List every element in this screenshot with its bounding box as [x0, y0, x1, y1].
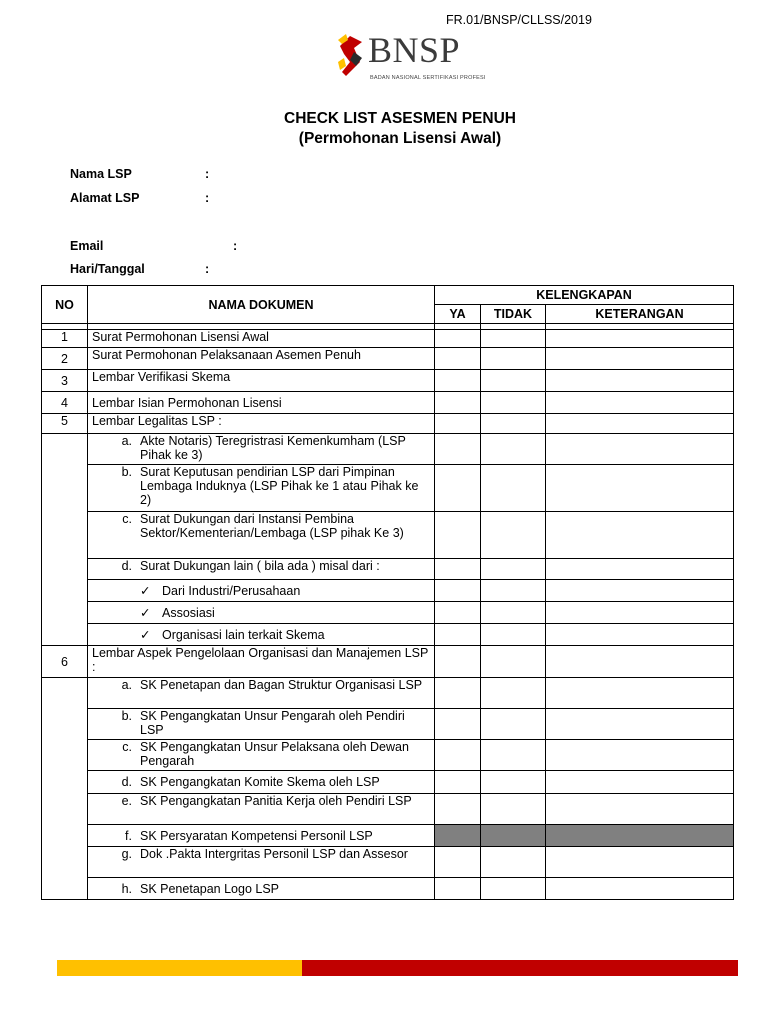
- row-number-empty: [42, 678, 88, 900]
- item-text: Surat Dukungan lain ( bila ada ) misal dari :: [140, 559, 380, 573]
- keterangan-cell[interactable]: [546, 348, 734, 370]
- document-subtitle: (Permohonan Lisensi Awal): [298, 130, 502, 147]
- keterangan-cell[interactable]: [546, 794, 734, 825]
- sub-item: [88, 465, 435, 512]
- colon-email: :: [233, 239, 238, 253]
- ya-cell[interactable]: [435, 646, 481, 678]
- ya-cell[interactable]: [435, 434, 481, 465]
- table-row: [42, 646, 734, 678]
- keterangan-cell[interactable]: [546, 740, 734, 771]
- row-number: 6: [42, 646, 88, 678]
- ya-cell[interactable]: [435, 602, 481, 624]
- ya-cell[interactable]: [435, 624, 481, 646]
- item-text: Assosiasi: [162, 605, 215, 620]
- ya-cell[interactable]: [435, 678, 481, 709]
- logo-text: BNSP: [368, 30, 461, 70]
- tidak-cell[interactable]: [481, 348, 546, 370]
- tidak-cell[interactable]: [481, 465, 546, 512]
- tidak-cell[interactable]: [481, 392, 546, 414]
- sub-item: [88, 740, 435, 771]
- table-row: [42, 512, 734, 559]
- header-no: NO: [42, 286, 88, 324]
- ya-cell[interactable]: [435, 878, 481, 900]
- tidak-cell[interactable]: [481, 709, 546, 740]
- tidak-cell[interactable]: [481, 678, 546, 709]
- ya-cell[interactable]: [435, 794, 481, 825]
- sub-item: [88, 794, 435, 825]
- bnsp-logo: [336, 30, 486, 90]
- table-row: [42, 709, 734, 740]
- header-ya: YA: [435, 305, 481, 324]
- tidak-cell[interactable]: [481, 602, 546, 624]
- sub-item: [88, 847, 435, 878]
- tidak-cell[interactable]: [481, 414, 546, 434]
- sub-item: [88, 825, 435, 847]
- tidak-cell[interactable]: [481, 512, 546, 559]
- ya-cell[interactable]: [435, 771, 481, 794]
- colon-alamat-lsp: :: [205, 191, 210, 205]
- keterangan-cell[interactable]: [546, 878, 734, 900]
- tidak-cell[interactable]: [481, 434, 546, 465]
- ya-cell[interactable]: [435, 348, 481, 370]
- checklist-table: [41, 285, 734, 900]
- document-name: Lembar Legalitas LSP :: [88, 414, 435, 434]
- item-letter: e.: [121, 794, 132, 808]
- table-row: [42, 392, 734, 414]
- sub-item: [88, 559, 435, 580]
- tidak-cell[interactable]: [481, 794, 546, 825]
- sub-item: [88, 709, 435, 740]
- item-letter: c.: [122, 740, 132, 754]
- keterangan-cell[interactable]: [546, 771, 734, 794]
- label-email: Email: [70, 239, 104, 253]
- table-row: [42, 678, 734, 709]
- item-text: SK Pengangkatan Panitia Kerja oleh Pendiri LSP: [140, 794, 412, 808]
- ya-cell-shaded: [435, 825, 481, 847]
- table-row: [42, 580, 734, 602]
- item-text: SK Persyaratan Kompetensi Personil LSP: [140, 828, 373, 843]
- item-text: SK Penetapan Logo LSP: [140, 881, 280, 896]
- keterangan-cell[interactable]: [546, 414, 734, 434]
- label-nama-lsp: Nama LSP: [70, 167, 132, 181]
- keterangan-cell[interactable]: [546, 392, 734, 414]
- item-text: SK Pengangkatan Unsur Pengarah oleh Pendiri LSP: [140, 709, 405, 737]
- ya-cell[interactable]: [435, 512, 481, 559]
- ya-cell[interactable]: [435, 392, 481, 414]
- check-icon: ✓: [140, 627, 151, 642]
- tidak-cell[interactable]: [481, 847, 546, 878]
- ya-cell[interactable]: [435, 740, 481, 771]
- item-letter: b.: [121, 465, 132, 479]
- footer-bar-red: [302, 960, 738, 976]
- item-letter: d.: [121, 559, 132, 573]
- keterangan-cell[interactable]: [546, 678, 734, 709]
- item-text: Organisasi lain terkait Skema: [162, 627, 325, 642]
- sub-item: [88, 434, 435, 465]
- row-number: 4: [42, 392, 88, 414]
- item-letter: f.: [125, 828, 132, 843]
- check-item: [88, 602, 435, 624]
- item-text: Surat Dukungan dari Instansi Pembina Sektor/Kementerian/Lembaga (LSP pihak Ke 3): [140, 512, 404, 540]
- table-row: [42, 465, 734, 512]
- tidak-cell[interactable]: [481, 646, 546, 678]
- sub-item: [88, 512, 435, 559]
- header-keterangan: KETERANGAN: [546, 305, 734, 324]
- item-text: SK Pengangkatan Komite Skema oleh LSP: [140, 775, 380, 789]
- row-number: 2: [42, 348, 88, 370]
- table-row: [42, 771, 734, 794]
- item-text: SK Penetapan dan Bagan Struktur Organisasi LSP: [140, 678, 423, 692]
- tidak-cell[interactable]: [481, 580, 546, 602]
- document-name: Lembar Verifikasi Skema: [88, 370, 435, 392]
- logo-subtitle: BADAN NASIONAL SERTIFIKASI PROFESI: [370, 75, 486, 81]
- keterangan-cell[interactable]: [546, 847, 734, 878]
- keterangan-cell[interactable]: [546, 330, 734, 348]
- table-row: [42, 825, 734, 847]
- table-row: [42, 414, 734, 434]
- header-nama-dokumen: NAMA DOKUMEN: [88, 286, 435, 324]
- table-row: [42, 330, 734, 348]
- check-icon: ✓: [140, 583, 151, 598]
- keterangan-cell[interactable]: [546, 580, 734, 602]
- document-name: Surat Permohonan Pelaksanaan Asemen Penuh: [88, 348, 435, 370]
- item-text: Dari Industri/Perusahaan: [162, 583, 301, 598]
- tidak-cell-shaded: [481, 825, 546, 847]
- table-row: [42, 348, 734, 370]
- keterangan-cell[interactable]: [546, 465, 734, 512]
- check-icon: ✓: [140, 605, 151, 620]
- keterangan-cell[interactable]: [546, 559, 734, 580]
- document-title: CHECK LIST ASESMEN PENUH: [284, 110, 516, 127]
- keterangan-cell[interactable]: [546, 512, 734, 559]
- item-letter: a.: [121, 678, 132, 692]
- keterangan-cell[interactable]: [546, 709, 734, 740]
- check-item: [88, 624, 435, 646]
- table-row: [42, 559, 734, 580]
- ya-cell[interactable]: [435, 847, 481, 878]
- item-letter: c.: [122, 512, 132, 526]
- form-code: FR.01/BNSP/CLLSS/2019: [446, 13, 592, 27]
- table-row: [42, 878, 734, 900]
- table-row: [42, 434, 734, 465]
- check-item: [88, 580, 435, 602]
- keterangan-cell-shaded: [546, 825, 734, 847]
- ya-cell[interactable]: [435, 330, 481, 348]
- item-text: Dok .Pakta Intergritas Personil LSP dan Assesor: [140, 847, 408, 861]
- row-number: 3: [42, 370, 88, 392]
- colon-nama-lsp: :: [205, 167, 210, 181]
- sub-item: [88, 771, 435, 794]
- row-number: 5: [42, 414, 88, 434]
- header-kelengkapan: KELENGKAPAN: [435, 286, 734, 305]
- label-alamat-lsp: Alamat LSP: [70, 191, 140, 205]
- keterangan-cell[interactable]: [546, 370, 734, 392]
- document-name: Surat Permohonan Lisensi Awal: [88, 330, 435, 348]
- colon-hari-tanggal: :: [205, 262, 210, 276]
- table-row: [42, 602, 734, 624]
- ya-cell[interactable]: [435, 414, 481, 434]
- ya-cell[interactable]: [435, 559, 481, 580]
- keterangan-cell[interactable]: [546, 434, 734, 465]
- tidak-cell[interactable]: [481, 370, 546, 392]
- row-number: 1: [42, 330, 88, 348]
- table-row: [42, 740, 734, 771]
- sub-item: [88, 678, 435, 709]
- item-letter: g.: [121, 847, 132, 861]
- tidak-cell[interactable]: [481, 624, 546, 646]
- tidak-cell[interactable]: [481, 771, 546, 794]
- bnsp-emblem-icon: [336, 32, 368, 78]
- ya-cell[interactable]: [435, 370, 481, 392]
- table-row: [42, 624, 734, 646]
- ya-cell[interactable]: [435, 580, 481, 602]
- keterangan-cell[interactable]: [546, 646, 734, 678]
- item-letter: d.: [121, 775, 132, 789]
- table-row: [42, 847, 734, 878]
- item-text: Akte Notaris) Teregristrasi Kemenkumham (LSP Pihak ke 3): [140, 434, 406, 462]
- item-letter: b.: [121, 709, 132, 723]
- tidak-cell[interactable]: [481, 740, 546, 771]
- footer-bar-yellow: [57, 960, 302, 976]
- item-letter: a.: [121, 434, 132, 448]
- item-text: Surat Keputusan pendirian LSP dari Pimpinan Lembaga Induknya (LSP Pihak ke 1 atau Pihak ke 2): [140, 465, 419, 507]
- row-number-empty: [42, 434, 88, 646]
- table-row: [42, 370, 734, 392]
- keterangan-cell[interactable]: [546, 602, 734, 624]
- keterangan-cell[interactable]: [546, 624, 734, 646]
- tidak-cell[interactable]: [481, 878, 546, 900]
- sub-item: [88, 878, 435, 900]
- item-text: SK Pengangkatan Unsur Pelaksana oleh Dewan Pengarah: [140, 740, 409, 768]
- document-name: Lembar Isian Permohonan Lisensi: [88, 392, 435, 414]
- label-hari-tanggal: Hari/Tanggal: [70, 262, 145, 276]
- ya-cell[interactable]: [435, 465, 481, 512]
- item-letter: h.: [121, 881, 132, 896]
- tidak-cell[interactable]: [481, 330, 546, 348]
- document-name: Lembar Aspek Pengelolaan Organisasi dan Manajemen LSP :: [88, 646, 435, 678]
- table-row: [42, 794, 734, 825]
- ya-cell[interactable]: [435, 709, 481, 740]
- tidak-cell[interactable]: [481, 559, 546, 580]
- header-tidak: TIDAK: [481, 305, 546, 324]
